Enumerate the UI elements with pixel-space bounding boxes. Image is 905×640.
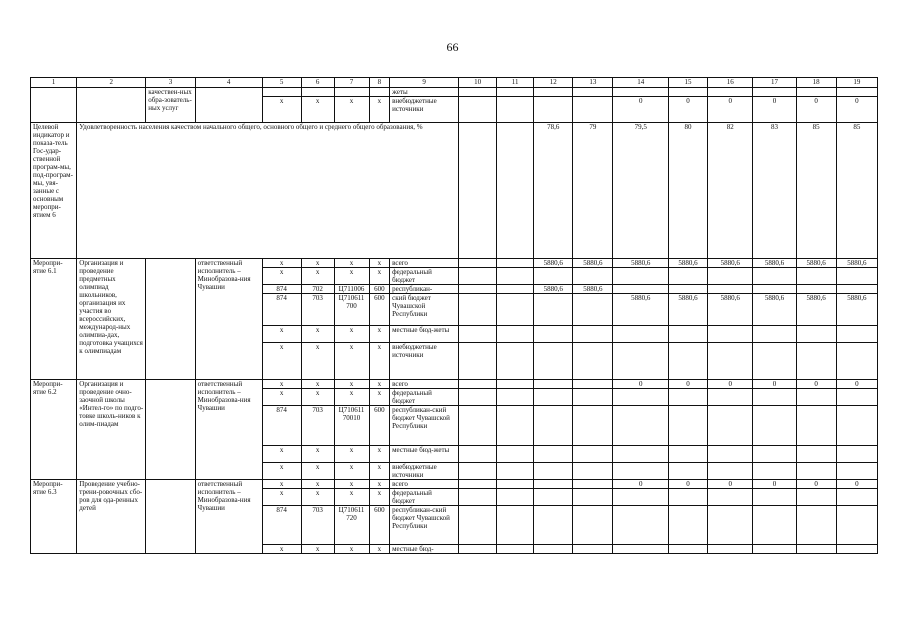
source-cell: ский бюджет Чувашской Республики — [390, 294, 459, 326]
value-cell: 0 — [708, 480, 753, 489]
source-cell: жеты — [390, 88, 459, 97]
value-cell: 5880,6 — [668, 259, 707, 268]
value-cell: x — [301, 268, 334, 285]
value-cell: x — [262, 463, 301, 480]
value-cell: x — [369, 545, 390, 554]
value-cell: x — [334, 389, 369, 406]
value-cell: x — [262, 97, 301, 123]
value-cell: x — [369, 259, 390, 268]
value-cell: x — [334, 463, 369, 480]
source-cell: федеральный бюджет — [390, 489, 459, 506]
col-header: 5 — [262, 78, 301, 88]
value-cell: x — [262, 259, 301, 268]
value-cell: 874 — [262, 285, 301, 294]
source-cell: республикан-ский бюджет Чувашской Республики — [390, 506, 459, 545]
value-cell: x — [369, 97, 390, 123]
value-cell: 5880,6 — [796, 294, 836, 326]
value-cell: x — [334, 326, 369, 343]
table-row — [31, 380, 878, 389]
value-cell: 5880,6 — [613, 259, 669, 268]
measure-name: Организация и проведение очно-заочной школы «Интел-го» по подго-товке школь-ников к олим-пиадам — [77, 380, 146, 480]
value-cell: 703 — [301, 506, 334, 545]
value-cell: 85 — [796, 123, 836, 259]
col-header: 6 — [301, 78, 334, 88]
value-cell: x — [369, 480, 390, 489]
col-header: 9 — [390, 78, 459, 88]
value-cell: 5880,6 — [753, 294, 796, 326]
col-header: 15 — [668, 78, 707, 88]
responsible-cell: ответственный исполнитель – Минобразова-ния Чувашии — [195, 480, 262, 554]
value-cell: 703 — [301, 406, 334, 446]
value-cell: x — [262, 326, 301, 343]
value-cell: Ц710611 720 — [334, 506, 369, 545]
value-cell: 702 — [301, 285, 334, 294]
value-cell: x — [369, 380, 390, 389]
value-cell: 5880,6 — [796, 259, 836, 268]
value-cell: x — [334, 446, 369, 463]
value-cell: 5880,6 — [573, 259, 613, 268]
value-cell: 82 — [708, 123, 753, 259]
col-header: 4 — [195, 78, 262, 88]
value-cell: x — [301, 259, 334, 268]
value-cell: 0 — [836, 480, 877, 489]
value-cell: 0 — [753, 480, 796, 489]
value-cell: x — [301, 545, 334, 554]
value-cell: x — [301, 380, 334, 389]
value-cell: 0 — [668, 380, 707, 389]
col-header: 19 — [836, 78, 877, 88]
value-cell: x — [262, 268, 301, 285]
value-cell: 80 — [668, 123, 707, 259]
indicator-label: Целевой индикатор и показа-тель Гос-удар-ственной програм-мы, под-програм-мы, увя-занные с основным меропри-ятием 6 — [31, 123, 77, 259]
value-cell: 0 — [708, 97, 753, 123]
source-cell: всего — [390, 259, 459, 268]
value-cell: 78,6 — [534, 123, 573, 259]
source-cell: федеральный бюджет — [390, 268, 459, 285]
value-cell: Ц711006 — [334, 285, 369, 294]
value-cell: x — [369, 489, 390, 506]
cont-col3-cell: качествен-ных обра-зователь-ных услуг — [146, 88, 195, 123]
responsible-cell: ответственный исполнитель – Минобразова-ния Чувашии — [195, 380, 262, 480]
value-cell: 0 — [796, 97, 836, 123]
value-cell: 0 — [836, 97, 877, 123]
value-cell: x — [301, 446, 334, 463]
value-cell: 5880,6 — [836, 294, 877, 326]
value-cell: x — [369, 389, 390, 406]
value-cell: 600 — [369, 294, 390, 326]
value-cell: 0 — [796, 380, 836, 389]
source-cell: местные бюд- — [390, 545, 459, 554]
measure-name: Организация и проведение предметных олимпиад школьников, организация их участия во всероссийских, международ-ных олимпиа-дах, подготовка учащихся к олимпиадам — [77, 259, 146, 380]
value-cell: 5880,6 — [534, 259, 573, 268]
col-header: 13 — [573, 78, 613, 88]
value-cell: 79,5 — [613, 123, 669, 259]
value-cell: x — [369, 463, 390, 480]
value-cell: 5880,6 — [613, 294, 669, 326]
value-cell: x — [301, 389, 334, 406]
value-cell: Ц710611 70010 — [334, 406, 369, 446]
value-cell: x — [369, 268, 390, 285]
value-cell: x — [301, 326, 334, 343]
col-header: 2 — [77, 78, 146, 88]
measure-name: Проведение учебно-трени-ровочных сбо-ров для ода-ренных детей — [77, 480, 146, 554]
value-cell: 0 — [668, 97, 707, 123]
col-header: 3 — [146, 78, 195, 88]
budget-table — [30, 77, 878, 554]
col-header: 10 — [459, 78, 497, 88]
indicator-text: Удовлетворенность населения качеством начального общего, основного общего и среднего общего образования, % — [77, 123, 459, 259]
value-cell: 5880,6 — [836, 259, 877, 268]
value-cell: x — [301, 343, 334, 380]
value-cell: 0 — [753, 97, 796, 123]
value-cell: 85 — [836, 123, 877, 259]
value-cell: x — [262, 380, 301, 389]
value-cell: x — [369, 326, 390, 343]
col-header: 17 — [753, 78, 796, 88]
value-cell: x — [334, 268, 369, 285]
value-cell: x — [262, 446, 301, 463]
value-cell: 5880,6 — [708, 259, 753, 268]
value-cell: x — [334, 380, 369, 389]
col-header: 16 — [708, 78, 753, 88]
value-cell: 5880,6 — [753, 259, 796, 268]
value-cell: Ц710611 700 — [334, 294, 369, 326]
value-cell: 0 — [708, 380, 753, 389]
col-header: 7 — [334, 78, 369, 88]
col-header: 14 — [613, 78, 669, 88]
table-row — [31, 480, 878, 489]
value-cell: 0 — [613, 380, 669, 389]
source-cell: республикан- — [390, 285, 459, 294]
source-cell: внебюджетные источники — [390, 463, 459, 480]
value-cell: x — [262, 480, 301, 489]
value-cell: x — [301, 489, 334, 506]
source-cell: федеральный бюджет — [390, 389, 459, 406]
value-cell: x — [262, 389, 301, 406]
source-cell: местные бюд-жеты — [390, 326, 459, 343]
table-row — [31, 88, 878, 97]
value-cell: x — [262, 545, 301, 554]
source-cell: внебюджетные источники — [390, 343, 459, 380]
value-cell: 874 — [262, 294, 301, 326]
value-cell: 0 — [753, 380, 796, 389]
value-cell: 0 — [836, 380, 877, 389]
value-cell: 5880,6 — [668, 294, 707, 326]
value-cell: 600 — [369, 406, 390, 446]
value-cell: x — [334, 489, 369, 506]
col-header: 1 — [31, 78, 77, 88]
value-cell: 0 — [668, 480, 707, 489]
page-number: 66 — [446, 40, 459, 54]
value-cell: x — [262, 343, 301, 380]
responsible-cell: ответственный исполнитель – Минобразова-ния Чувашии — [195, 259, 262, 380]
value-cell: 5880,6 — [708, 294, 753, 326]
value-cell: x — [334, 97, 369, 123]
value-cell: x — [334, 259, 369, 268]
value-cell: x — [369, 446, 390, 463]
source-cell: внебюджетные источники — [390, 97, 459, 123]
value-cell: x — [334, 480, 369, 489]
value-cell: 5880,6 — [573, 285, 613, 294]
value-cell: 0 — [796, 480, 836, 489]
source-cell: республикан-ский бюджет Чувашской Республики — [390, 406, 459, 446]
measure-label: Меропри-ятие 6.3 — [31, 480, 77, 554]
table-row — [31, 259, 878, 268]
value-cell: x — [262, 489, 301, 506]
source-cell: местные бюд-жеты — [390, 446, 459, 463]
value-cell: x — [301, 463, 334, 480]
value-cell: 600 — [369, 506, 390, 545]
header-row — [31, 78, 878, 88]
value-cell: 874 — [262, 506, 301, 545]
value-cell: 83 — [753, 123, 796, 259]
measure-label: Меропри-ятие 6.1 — [31, 259, 77, 380]
col-header: 11 — [497, 78, 534, 88]
value-cell: 0 — [613, 97, 669, 123]
value-cell: 0 — [613, 480, 669, 489]
value-cell: 703 — [301, 294, 334, 326]
value-cell: x — [334, 545, 369, 554]
col-header: 8 — [369, 78, 390, 88]
source-cell: всего — [390, 380, 459, 389]
value-cell: x — [301, 97, 334, 123]
value-cell: x — [334, 343, 369, 380]
value-cell: 600 — [369, 285, 390, 294]
value-cell: x — [369, 343, 390, 380]
col-header: 12 — [534, 78, 573, 88]
value-cell: 79 — [573, 123, 613, 259]
indicator-row — [31, 123, 878, 259]
value-cell: 5880,6 — [534, 285, 573, 294]
value-cell: 874 — [262, 406, 301, 446]
source-cell: всего — [390, 480, 459, 489]
value-cell: x — [301, 480, 334, 489]
col-header: 18 — [796, 78, 836, 88]
measure-label: Меропри-ятие 6.2 — [31, 380, 77, 480]
